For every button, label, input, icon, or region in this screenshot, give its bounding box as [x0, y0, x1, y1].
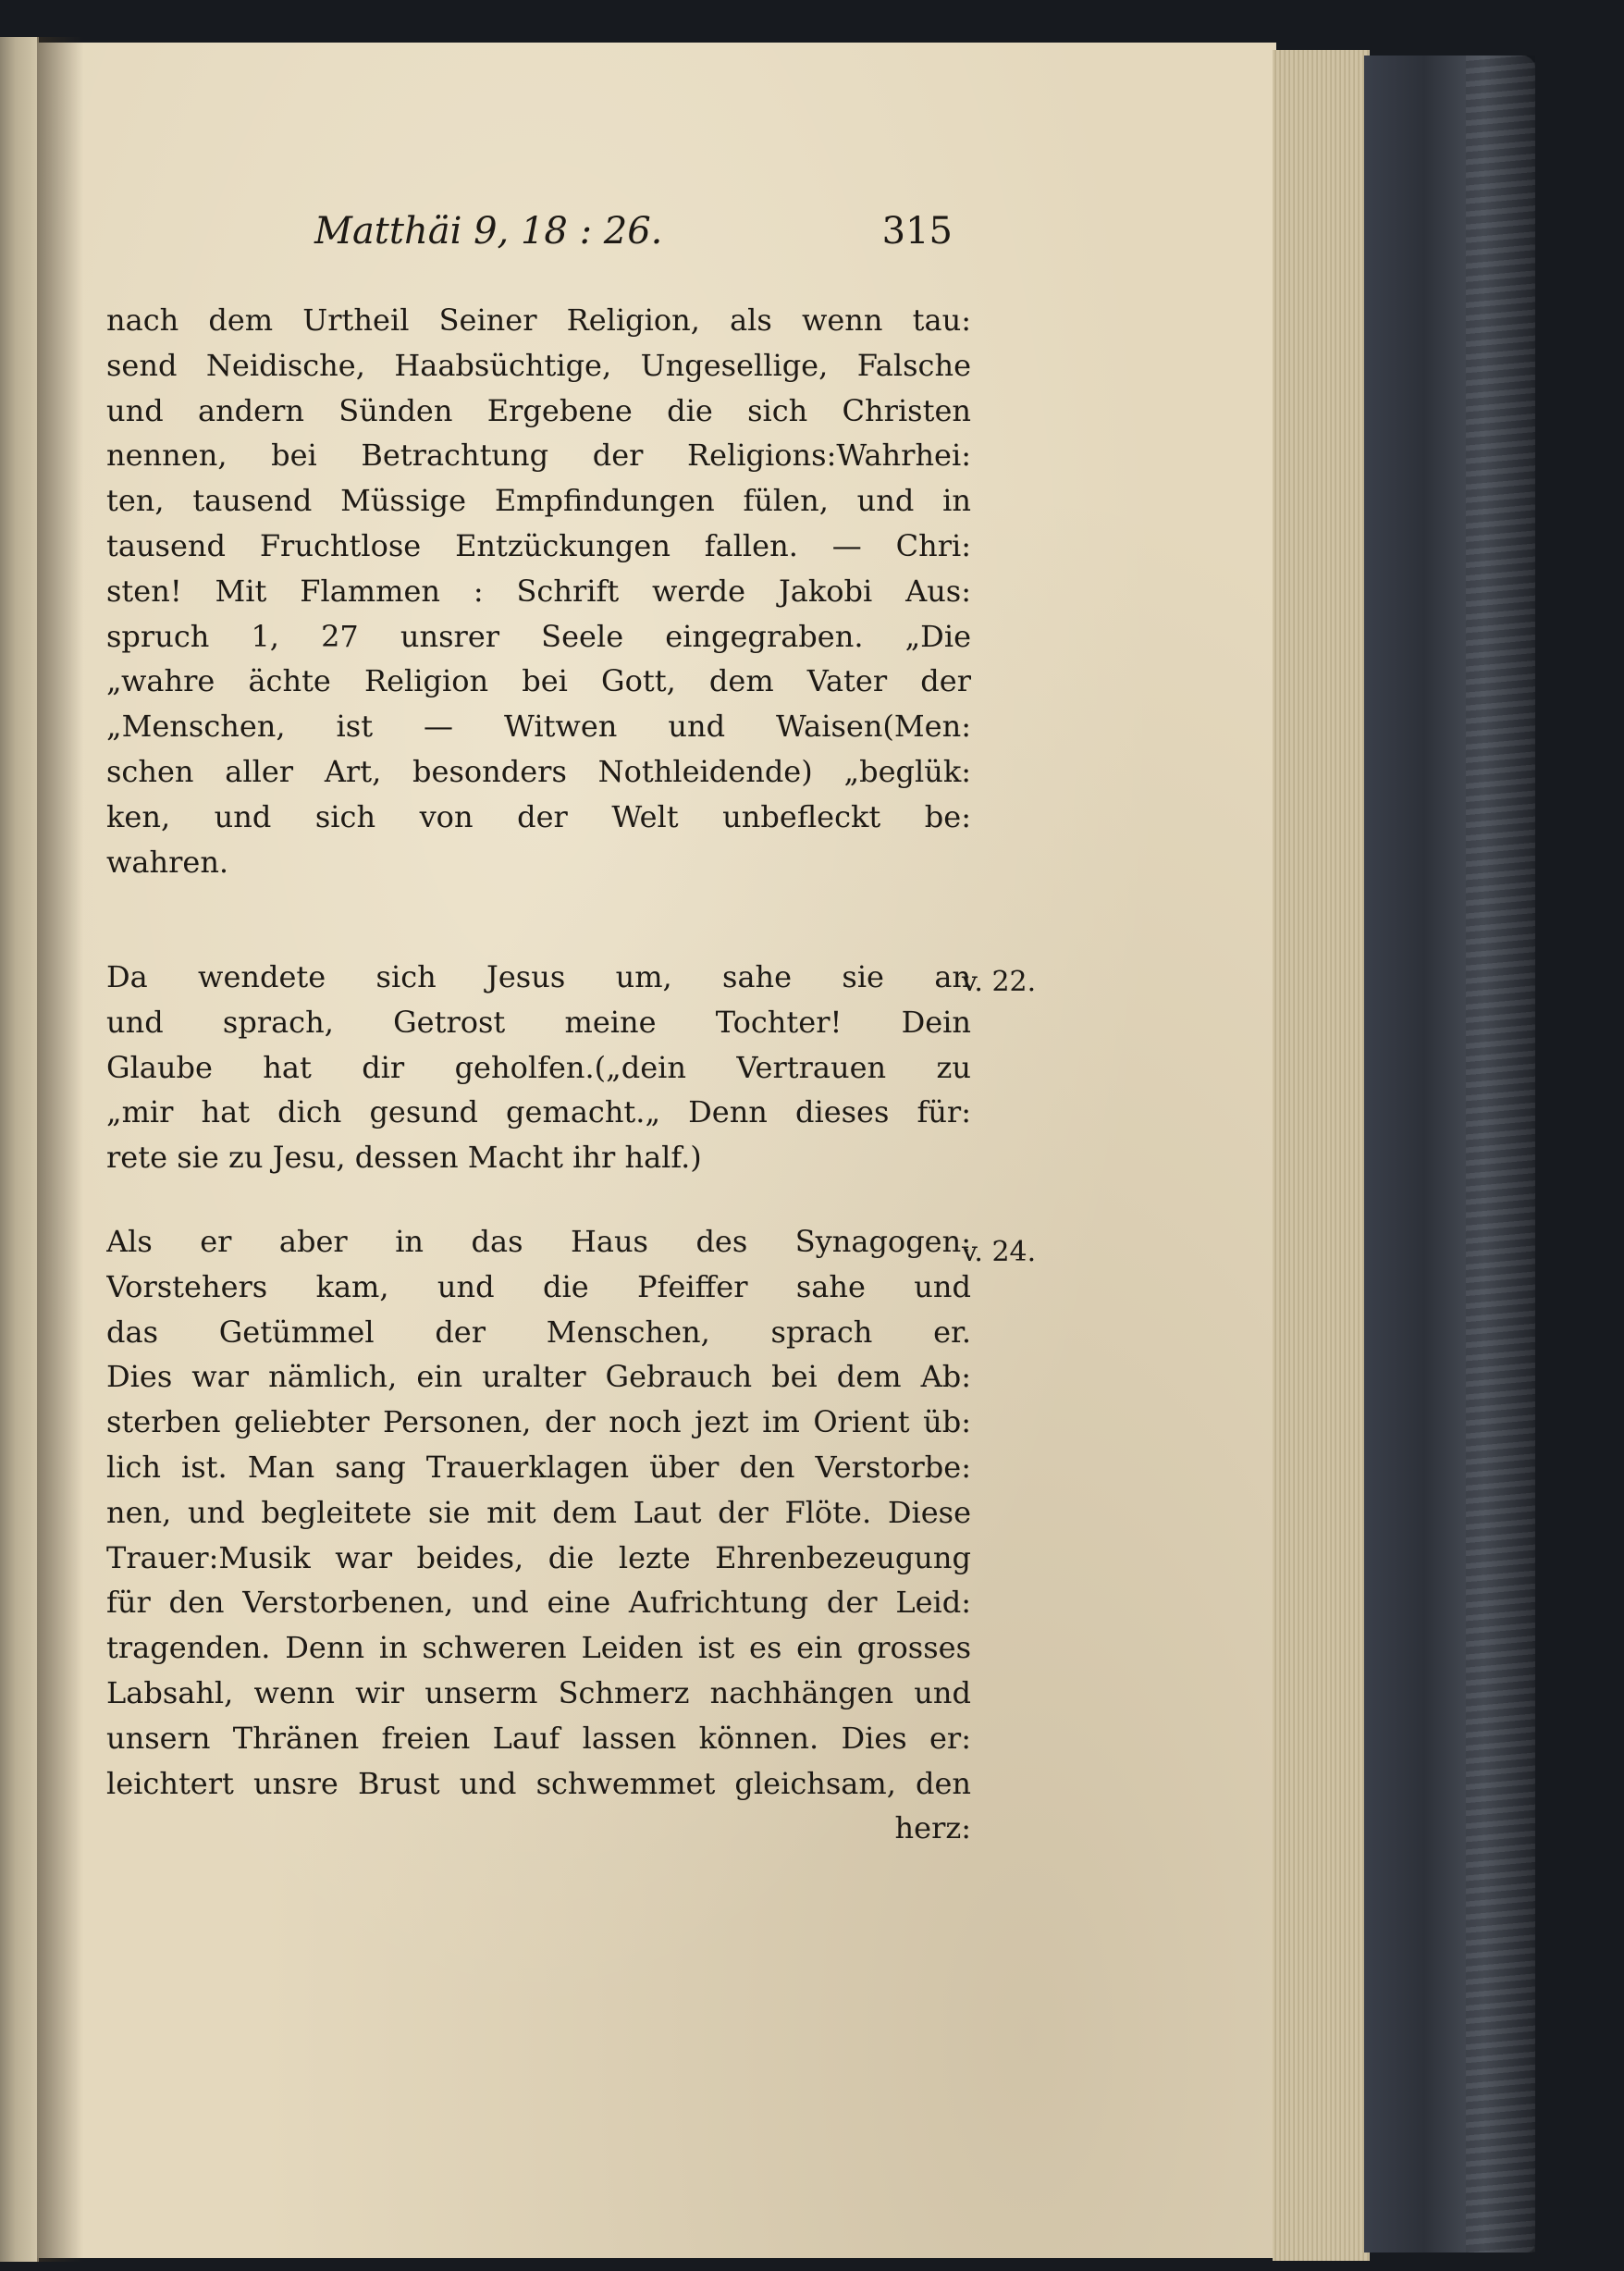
text-line: schen aller Art, besonders Nothleidende) „beglük:: [106, 753, 971, 789]
text-line: „Menschen, ist — Witwen und Waisen(Men:: [106, 709, 971, 745]
paragraph-2: [106, 955, 971, 1180]
text-line: tragenden. Denn in schweren Leiden ist es ein grosses: [106, 1630, 971, 1666]
page-number: 315: [881, 210, 953, 253]
text-line: und andern Sünden Ergebene die sich Christen: [106, 392, 971, 428]
text-line: Da wendete sich Jesus um, sahe sie an: [106, 959, 971, 994]
text-line: spruch 1, 27 unsrer Seele eingegraben. „Die: [106, 618, 971, 654]
text-line: tausend Fruchtlose Entzückungen fallen. — Chri:: [106, 527, 971, 563]
text-line: leichtert unsre Brust und schwemmet gleichsam, den: [106, 1765, 971, 1801]
text-line: wahren.: [106, 844, 229, 880]
text-line: send Neidische, Haabsüchtige, Ungesellige, Falsche: [106, 347, 971, 383]
text-line: Glaube hat dir geholfen.(„dein Vertrauen zu: [106, 1049, 971, 1085]
text-line: ten, tausend Müssige Empfindungen fülen, und in: [106, 483, 971, 519]
verse-marker-22: v. 22.: [962, 966, 1037, 998]
text-line: Dies war nämlich, ein uralter Gebrauch bei dem Ab:: [106, 1359, 971, 1395]
text-line: nach dem Urtheil Seiner Religion, als wenn tau:: [106, 302, 971, 338]
gutter-shadow: [37, 37, 83, 2262]
text-line: ken, und sich von der Welt unbefleckt be:: [106, 798, 971, 834]
facing-page-edge: [0, 37, 39, 2262]
page-block-edges: [1273, 50, 1370, 2261]
text-line: Vorstehers kam, und die Pfeiffer sahe und: [106, 1268, 971, 1304]
paragraph-3: [106, 1219, 971, 1851]
text-line: sterben geliebter Personen, der noch jezt im Orient üb:: [106, 1404, 971, 1440]
verse-marker-24: v. 24.: [962, 1236, 1037, 1268]
catchword: herz:: [894, 1810, 971, 1846]
text-line: lich ist. Man sang Trauerklagen über den Verstorbe:: [106, 1449, 971, 1485]
text-line: Trauer:Musik war beides, die lezte Ehrenbezeugung: [106, 1539, 971, 1575]
text-line: „wahre ächte Religion bei Gott, dem Vater der: [106, 663, 971, 699]
text-line: nen, und begleitete sie mit dem Laut der Flöte. Diese: [106, 1494, 971, 1530]
text-line: rete sie zu Jesu, dessen Macht ihr half.): [106, 1140, 702, 1176]
text-line: Labsahl, wenn wir unserm Schmerz nachhängen und: [106, 1674, 971, 1710]
text-line: sten! Mit Flammen : Schrift werde Jakobi Aus:: [106, 573, 971, 609]
text-line: das Getümmel der Menschen, sprach er.: [106, 1314, 971, 1350]
text-line: unsern Thränen freien Lauf lassen können. Dies er:: [106, 1720, 971, 1756]
paragraph-1: [106, 298, 971, 884]
text-line: nennen, bei Betrachtung der Religions:Wahrhei:: [106, 438, 971, 474]
running-head-title: Matthäi 9, 18 : 26.: [314, 210, 663, 253]
running-head: [314, 204, 953, 259]
text-line: und sprach, Getrost meine Tochter! Dein: [106, 1004, 971, 1040]
text-line: Als er aber in das Haus des Synagogen:: [106, 1224, 971, 1259]
text-line: für den Verstorbenen, und eine Aufrichtung der Leid:: [106, 1585, 971, 1621]
text-line: „mir hat dich gesund gemacht.„ Denn dieses für:: [106, 1094, 971, 1130]
book-cover-board: [1364, 56, 1535, 2252]
